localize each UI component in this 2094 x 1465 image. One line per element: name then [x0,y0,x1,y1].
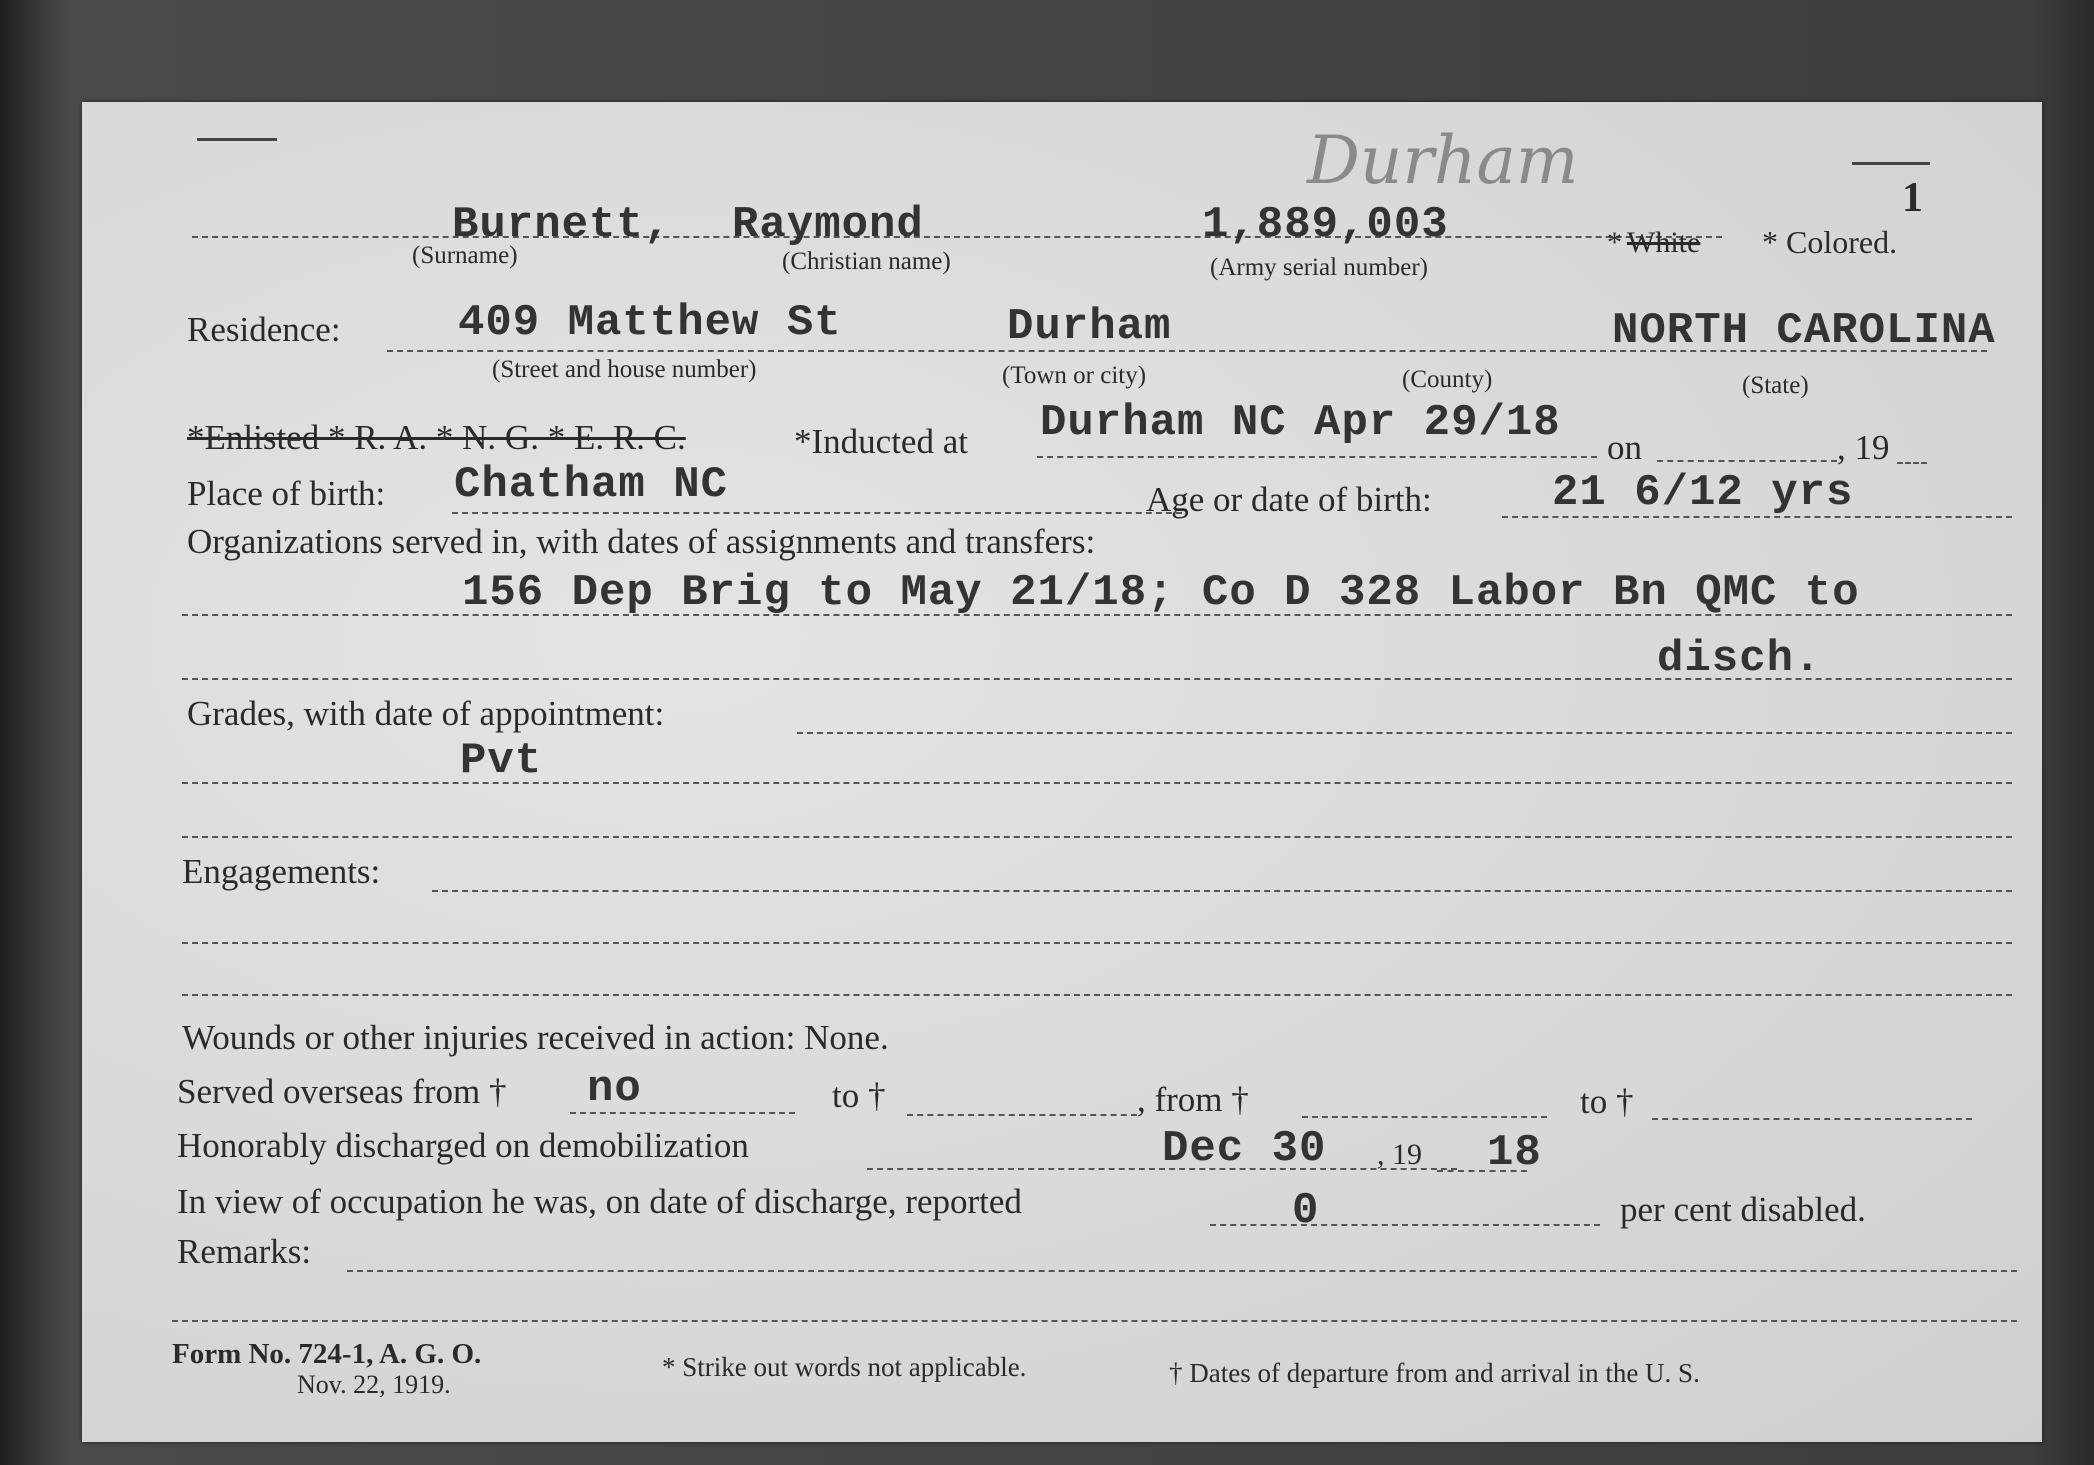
form-number: Form No. 724-1, A. G. O. [172,1338,482,1370]
orgs-label: Organizations served in, with dates of assignments and transfers: [187,522,1096,561]
birth-place-label: Place of birth: [187,474,386,513]
disabled-suffix: per cent disabled. [1620,1190,1866,1229]
inducted-value: Durham NC Apr 29/18 [1040,398,1561,448]
engagements-label: Engagements: [182,852,381,891]
street-caption: (Street and house number) [492,356,757,383]
service-record-card [82,102,2042,1442]
inducted-year-label: , 19 [1837,428,1890,467]
overseas-to-line-2 [1652,1118,1972,1120]
grades-line-2 [182,782,2012,784]
footnote-dates: † Dates of departure from and arrival in the U. S. [1169,1358,1700,1388]
race-prefix: * [1607,226,1622,259]
disabled-value: 0 [1292,1186,1320,1236]
overseas-value: no [587,1064,642,1114]
town-value: Durham [1007,302,1172,352]
grades-line-3 [182,836,2012,838]
engagements-line-1 [432,890,2012,892]
orgs-value-line-1: 156 Dep Brig to May 21/18; Co D 328 Labor Bn QMC to [462,568,1860,618]
remarks-line-1 [347,1270,2017,1272]
serial-caption: (Army serial number) [1210,254,1428,281]
grades-label: Grades, with date of appointment: [187,694,665,733]
card-number: 1 [1902,175,1923,221]
form-date: Nov. 22, 1919. [297,1370,451,1399]
engagements-line-2 [182,942,2012,944]
remarks-label: Remarks: [177,1232,312,1271]
state-value: NORTH CAROLINA [1612,306,1996,356]
overseas-from-line-2 [1302,1116,1547,1118]
county-caption: (County) [1402,366,1493,393]
town-caption: (Town or city) [1002,362,1147,389]
overseas-label: Served overseas from † [177,1072,507,1111]
occupation-label: In view of occupation he was, on date of discharge, reported [177,1182,1022,1221]
surname-value: Burnett, [452,200,672,250]
remarks-line-2 [172,1320,2017,1322]
age-label: Age or date of birth: [1146,480,1432,519]
footnote-strike: * Strike out words not applicable. [662,1352,1027,1382]
wounds-text: Wounds or other injuries received in action: None. [182,1018,889,1057]
race-white: White [1627,226,1701,259]
discharged-year-label: , 19 [1377,1138,1422,1171]
birth-place-value: Chatham NC [454,460,729,510]
on-line [1657,460,1837,462]
name-line [192,236,1722,238]
inducted-year-line [1897,462,1927,464]
age-value: 21 6/12 yrs [1552,468,1854,518]
on-label: on [1607,428,1642,467]
race-colored: * Colored. [1762,224,1898,260]
overseas-to-label-2: to † [1580,1082,1634,1121]
discharged-year-value: 18 [1487,1128,1542,1178]
birth-place-line [452,512,1182,514]
grades-value: Pvt [460,736,543,786]
overseas-from-label-2: , from † [1137,1080,1249,1119]
top-rule [197,138,277,141]
discharged-value: Dec 30 [1162,1124,1327,1174]
serial-value: 1,889,003 [1202,200,1449,250]
grades-line-1 [797,732,2012,734]
engagements-line-3 [182,994,2012,996]
overseas-to-label: to † [832,1076,886,1115]
inducted-label: *Inducted at [794,422,968,461]
residence-label: Residence: [187,310,341,349]
surname-caption: (Surname) [412,242,518,269]
overseas-to-line [907,1114,1137,1116]
state-caption: (State) [1742,372,1809,399]
discharged-label: Honorably discharged on demobilization [177,1126,749,1165]
orgs-value-line-2: disch. [1657,634,1822,684]
handwritten-county: Durham [1307,122,1579,199]
street-value: 409 Matthew St [458,298,842,348]
card-number-rule [1852,162,1930,165]
enlisted-text: *Enlisted * R. A. * N. G. * E. R. C. [187,418,686,457]
inducted-line [1037,456,1597,458]
christian-name-value: Raymond [732,200,924,250]
christian-caption: (Christian name) [782,248,951,275]
disabled-line [1210,1224,1600,1226]
